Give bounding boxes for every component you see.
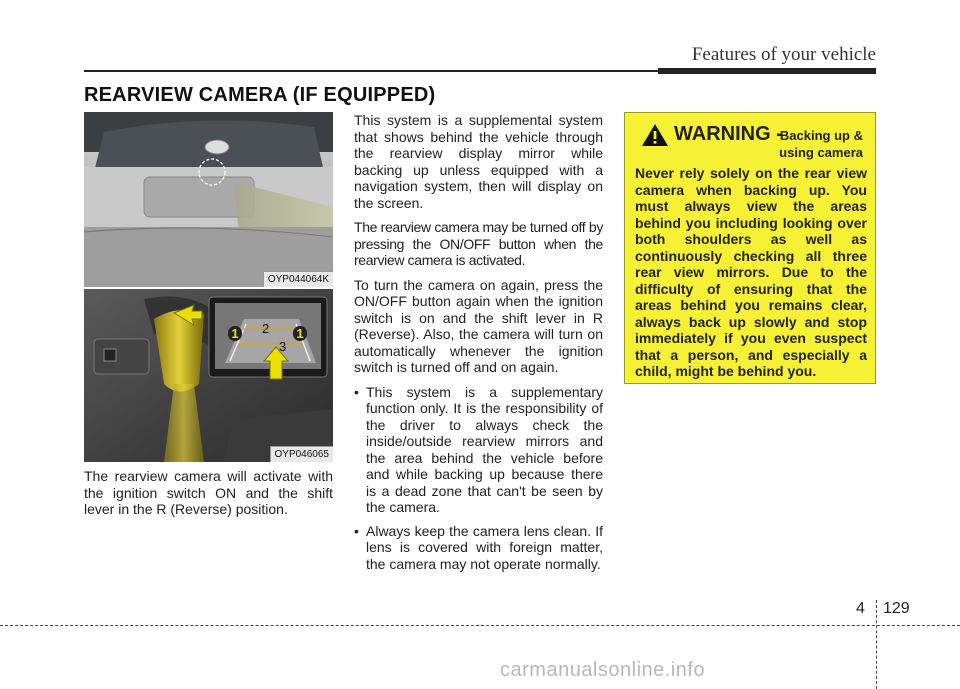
photo-caption-bottom: OYP046065 (270, 446, 334, 462)
paragraph-turn-off: The rearview camera may be turned off by pressing the ON/OFF button when the rearview camera is activated. (354, 219, 603, 268)
vehicle-rear-illustration (84, 112, 333, 287)
page-number: 129 (883, 600, 910, 617)
bullet-item-lens: • Always keep the camera lens clean. If lens is covered with foreign matter, the camera may not operate normally. (354, 523, 603, 573)
rear-camera-photo (84, 112, 333, 287)
shift-lever-photo (84, 289, 333, 462)
left-column-text: The rearview camera will activate with the ignition switch ON and the shift lever in the R (Reverse) position. (84, 468, 333, 517)
warning-label: WARNING - (674, 123, 783, 145)
shift-lever-illustration (84, 289, 333, 462)
watermark: carmanualsonline.info (500, 659, 706, 681)
paragraph-turn-on: To turn the camera on again, press the ON/OFF button again when the ignition switch is on and the shift lever in R (Reverse). Also, the camera will turn on automatically whenever the ignition switch is turned off and on again. (354, 276, 603, 375)
warning-body-text: Never rely solely on the rear view camera when backing up. You must always view the areas behind you including looking over both shoulders as well as continuously checking all three rear view mirrors. Due to the difficulty of ensuring that the areas behind you remains clear, always back up slowly and stop immediately if you even suspect that a person, and especially a child, might be behind you. (635, 165, 867, 379)
warning-subtitle (779, 127, 863, 161)
paragraph-intro: This system is a supplemental system that shows behind the vehicle through the rearview display mirror while backing up unless equipped with a navigation system, then will display on the screen. (354, 112, 603, 211)
warning-subtitle-line1: Backing up & (779, 128, 863, 143)
chapter-number: 4 (856, 600, 865, 617)
middle-column (354, 112, 603, 579)
footer-divider (876, 600, 877, 689)
page-title: REARVIEW CAMERA (IF EQUIPPED) (84, 84, 436, 106)
photo-caption-top: OYP044064K (263, 271, 333, 287)
screen-label-1-right: 1 (293, 326, 307, 341)
screen-label-3: 3 (279, 339, 287, 354)
warning-subtitle-line2: using camera (779, 145, 863, 160)
header-section-title: Features of your vehicle (691, 44, 876, 65)
bullet-item-supplementary: • This system is a supplementary function only. It is the responsibility of the driver to always check the inside/outside rearview mirrors and the area behind the vehicle before and while backing up because there is a dead zone that can't be seen by the camera. (354, 384, 603, 516)
screen-label-1-left: 1 (228, 326, 242, 341)
warning-header (637, 123, 867, 163)
screen-label-2: 2 (262, 321, 270, 336)
header-rule-accent (658, 68, 876, 74)
bullet-list (354, 384, 603, 573)
warning-box (624, 112, 876, 384)
footer-rule (0, 625, 960, 626)
warning-triangle-icon (641, 123, 669, 147)
